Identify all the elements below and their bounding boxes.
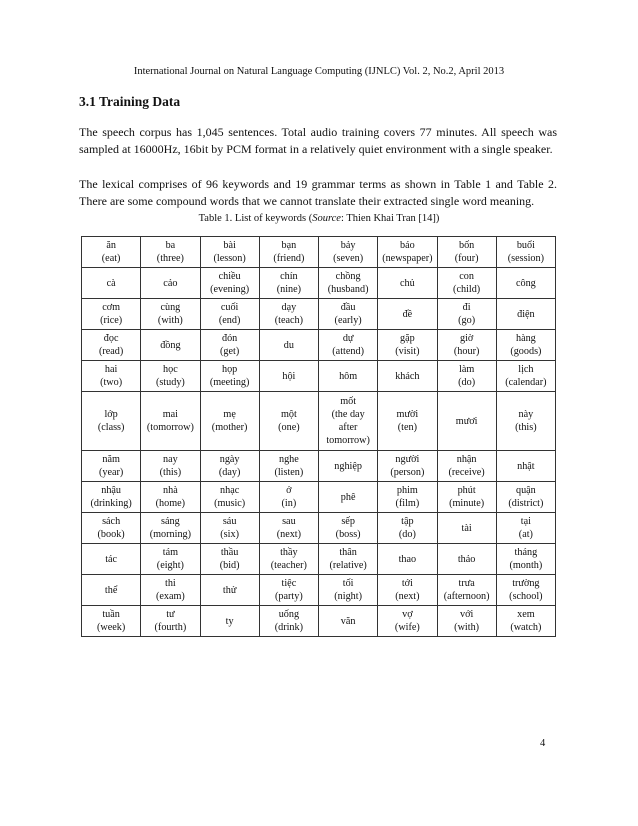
keyword-word: này [518, 409, 534, 420]
keyword-meaning: (party) [275, 591, 303, 602]
keyword-cell [200, 268, 259, 299]
keyword-meaning: (lesson) [213, 253, 246, 264]
keyword-word: bảy [340, 240, 356, 251]
keyword-cell [437, 482, 496, 513]
keyword-cell [82, 544, 141, 575]
keyword-word: tư [166, 609, 175, 620]
keyword-word: dạy [281, 302, 297, 313]
table-row [82, 606, 556, 637]
keyword-word: sáu [222, 516, 237, 527]
keyword-cell [319, 268, 378, 299]
keyword-word: phim [396, 485, 418, 496]
keyword-cell [259, 606, 318, 637]
keyword-word: hai [104, 364, 118, 375]
keyword-word: thao [398, 553, 417, 565]
keyword-cell [82, 575, 141, 606]
keyword-meaning: (do) [458, 377, 476, 388]
keyword-cell [378, 361, 437, 392]
keyword-cell [141, 575, 200, 606]
keyword-cell [259, 299, 318, 330]
keyword-meaning: (go) [458, 315, 476, 326]
keyword-cell [496, 237, 555, 268]
keyword-word: điện [517, 308, 535, 320]
keyword-word: cuối [220, 302, 239, 313]
keyword-cell [200, 575, 259, 606]
keyword-cell [496, 482, 555, 513]
keyword-cell [378, 451, 437, 482]
keyword-word: học [163, 364, 178, 375]
keyword-cell [259, 575, 318, 606]
keyword-word: gặp [400, 333, 415, 344]
keyword-cell [200, 513, 259, 544]
section-title: 3.1 Training Data [79, 94, 181, 109]
keyword-meaning: (school) [509, 591, 543, 602]
keyword-cell [259, 392, 318, 451]
table-row [82, 392, 556, 451]
keyword-cell [200, 237, 259, 268]
keyword-meaning: (night) [334, 591, 362, 602]
keyword-meaning: (music) [214, 498, 246, 509]
keyword-cell [437, 392, 496, 451]
keyword-word: đồng [160, 339, 181, 351]
keyword-cell [319, 606, 378, 637]
keyword-cell [82, 606, 141, 637]
keyword-word: vợ [402, 609, 413, 620]
keyword-word: mươi [455, 415, 478, 427]
keyword-cell [200, 544, 259, 575]
keyword-cell [259, 330, 318, 361]
keyword-meaning: (year) [98, 467, 124, 478]
keyword-cell [259, 451, 318, 482]
keyword-word: văn [340, 615, 356, 627]
keyword-cell [496, 513, 555, 544]
keyword-word: họp [221, 364, 238, 375]
keyword-cell [141, 482, 200, 513]
keyword-cell [437, 513, 496, 544]
keyword-word: nghiệp [334, 460, 362, 472]
keyword-cell [141, 237, 200, 268]
caption-prefix: Table 1. List of keywords ( [198, 213, 313, 224]
keyword-meaning: (husband) [327, 284, 369, 295]
keyword-meaning: (tomorrow) [146, 422, 194, 433]
keyword-meaning: (early) [334, 315, 362, 326]
keyword-cell [437, 606, 496, 637]
keyword-cell [319, 330, 378, 361]
keyword-cell [378, 575, 437, 606]
keyword-cell [378, 482, 437, 513]
keyword-meaning: (calendar) [505, 377, 547, 388]
keyword-meaning: (relative) [329, 560, 367, 571]
keyword-word: tuần [102, 609, 120, 620]
keyword-meaning: (film) [395, 498, 420, 509]
keyword-meaning: (district) [508, 498, 544, 509]
keyword-meaning: (next) [395, 591, 420, 602]
keyword-meaning: (person) [390, 467, 425, 478]
keyword-word: phê [340, 491, 356, 503]
keyword-meaning: (teach) [274, 315, 304, 326]
keyword-word: hội [282, 370, 296, 382]
keyword-word: đầu [340, 302, 356, 313]
keyword-cell [378, 392, 437, 451]
keyword-cell [378, 299, 437, 330]
keyword-cell [141, 392, 200, 451]
keyword-cell [82, 268, 141, 299]
keyword-cell [378, 237, 437, 268]
table-row [82, 451, 556, 482]
keyword-word: giờ [459, 333, 474, 344]
keyword-cell [319, 361, 378, 392]
keyword-word: cảo [163, 277, 178, 289]
keyword-cell [200, 606, 259, 637]
keyword-meaning: (visit) [395, 346, 420, 357]
keyword-cell [141, 544, 200, 575]
keyword-cell [319, 575, 378, 606]
keyword-word: tập [401, 516, 414, 527]
keyword-cell [82, 392, 141, 451]
keyword-meaning: (three) [156, 253, 184, 264]
keyword-word: công [515, 277, 536, 289]
table-row [82, 361, 556, 392]
keyword-meaning: (at) [518, 529, 533, 540]
keyword-cell [319, 513, 378, 544]
keyword-meaning: (eight) [156, 560, 184, 571]
keyword-meaning: (study) [155, 377, 185, 388]
keyword-word: ty [225, 615, 234, 627]
keyword-cell [319, 237, 378, 268]
keyword-word: thể [104, 584, 118, 596]
keyword-cell [259, 544, 318, 575]
keyword-meaning: (receive) [448, 467, 485, 478]
keyword-word: lớp [104, 409, 118, 420]
keyword-word: thảo [457, 553, 476, 565]
keyword-meaning: (do) [398, 529, 416, 540]
keyword-cell [319, 392, 378, 451]
table-row [82, 268, 556, 299]
keyword-cell [200, 392, 259, 451]
keyword-word: thầy [280, 547, 298, 558]
keyword-cell [141, 606, 200, 637]
keyword-table [81, 236, 556, 637]
keyword-cell [82, 361, 141, 392]
keyword-word: mười [396, 409, 419, 420]
keyword-meaning: (exam) [155, 591, 185, 602]
keyword-word: ở [286, 485, 292, 496]
keyword-word: nhậu [101, 485, 122, 496]
keyword-meaning: (end) [218, 315, 241, 326]
keyword-cell [378, 606, 437, 637]
keyword-word: cơm [102, 302, 121, 313]
keyword-word: với [459, 609, 474, 620]
keyword-meaning: (eat) [101, 253, 121, 264]
keyword-cell [496, 544, 555, 575]
keyword-word: con [459, 271, 474, 282]
keyword-cell [141, 451, 200, 482]
keyword-meaning: (six) [220, 529, 239, 540]
keyword-meaning: (nine) [276, 284, 302, 295]
keyword-cell [200, 299, 259, 330]
keyword-word: sau [282, 516, 296, 527]
keyword-word: chín [280, 271, 298, 282]
keyword-meaning: (evening) [210, 284, 250, 295]
keyword-meaning: (month) [509, 560, 543, 571]
keyword-word: hôm [339, 370, 358, 382]
keyword-word: xem [517, 609, 535, 620]
keyword-meaning: (two) [100, 377, 123, 388]
keyword-cell [496, 451, 555, 482]
keyword-cell [437, 451, 496, 482]
keyword-word: đi [462, 302, 471, 313]
keyword-word: du [283, 339, 294, 351]
keyword-word: đề [402, 308, 413, 320]
keyword-meaning: (friend) [273, 253, 305, 264]
keyword-cell [319, 482, 378, 513]
table-row [82, 330, 556, 361]
paragraph-speech-corpus: The speech corpus has 1,045 sentences. Total audio training covers 77 minutes. All speech was sampled at 16000Hz, 16bit by PCM format in a relatively quiet environment with a single speaker. [79, 125, 557, 156]
keyword-word: ăn [106, 240, 116, 251]
keyword-word: trưa [458, 578, 475, 589]
keyword-cell [437, 237, 496, 268]
keyword-cell [82, 482, 141, 513]
keyword-word: sáng [161, 516, 180, 527]
keyword-word: uống [278, 609, 300, 620]
keyword-cell [319, 451, 378, 482]
keyword-meaning: (wife) [394, 622, 420, 633]
keyword-cell [141, 268, 200, 299]
keyword-meaning: (next) [276, 529, 302, 540]
keyword-word: nay [163, 454, 178, 465]
keyword-meaning: (boss) [335, 529, 361, 540]
keyword-meaning: (drinking) [90, 498, 132, 509]
keyword-word: năm [102, 454, 120, 465]
keyword-cell [437, 575, 496, 606]
keyword-meaning: (watch) [510, 622, 542, 633]
keyword-cell [82, 513, 141, 544]
table-caption [0, 213, 638, 224]
keyword-word: buổi [516, 240, 535, 251]
paragraph-lexical: The lexical comprises of 96 keywords and 19 grammar terms as shown in Table 1 and Table 2. There are some compound words that we cannot translate their extracted single word meaning. [79, 177, 557, 208]
keyword-word: tài [461, 522, 472, 534]
keyword-cell [437, 544, 496, 575]
keyword-meaning: (with) [454, 622, 480, 633]
keyword-cell [200, 361, 259, 392]
keyword-meaning: (one) [278, 422, 300, 433]
keyword-meaning: (get) [220, 346, 240, 357]
keyword-cell [200, 330, 259, 361]
keyword-cell [319, 544, 378, 575]
keyword-word: trường [512, 578, 540, 589]
keyword-word: nghe [278, 454, 299, 465]
keyword-meaning: (bid) [219, 560, 240, 571]
keyword-word: bốn [458, 240, 475, 251]
keyword-word: dự [342, 333, 354, 344]
keyword-cell [82, 237, 141, 268]
keyword-cell [496, 268, 555, 299]
keyword-cell [437, 330, 496, 361]
keyword-cell [496, 392, 555, 451]
keyword-word: đón [221, 333, 238, 344]
keyword-cell [496, 330, 555, 361]
keyword-word: ngày [219, 454, 240, 465]
keyword-meaning: (four) [454, 253, 479, 264]
keyword-cell [496, 361, 555, 392]
keyword-word: nhạc [220, 485, 240, 496]
keyword-meaning: (this) [515, 422, 537, 433]
keyword-word: nhà [163, 485, 178, 496]
keyword-meaning: (in) [281, 498, 297, 509]
keyword-cell [437, 299, 496, 330]
keyword-word: khách [395, 370, 420, 382]
keyword-word: cùng [160, 302, 181, 313]
keyword-meaning: (listen) [274, 467, 304, 478]
keyword-meaning: (drink) [274, 622, 304, 633]
keyword-cell [200, 482, 259, 513]
keyword-meaning: (book) [97, 529, 125, 540]
keyword-word: thử [222, 584, 237, 596]
keyword-cell [259, 268, 318, 299]
keyword-meaning: (class) [97, 422, 125, 433]
keyword-meaning: (rice) [100, 315, 123, 326]
keyword-meaning: (read) [98, 346, 124, 357]
keyword-cell [259, 361, 318, 392]
keyword-word: thi [164, 578, 176, 589]
table-row [82, 575, 556, 606]
keyword-meaning: (home) [155, 498, 186, 509]
keyword-cell [141, 361, 200, 392]
keyword-cell [437, 268, 496, 299]
keyword-word: bạn [281, 240, 297, 251]
keyword-word: chủ [400, 277, 415, 289]
keyword-cell [496, 575, 555, 606]
keyword-meaning: (day) [218, 467, 241, 478]
keyword-word: chiều [218, 271, 241, 282]
keyword-cell [378, 513, 437, 544]
keyword-word: quận [515, 485, 536, 496]
table-row [82, 513, 556, 544]
keyword-word: hàng [515, 333, 536, 344]
keyword-cell [200, 451, 259, 482]
keyword-cell [141, 299, 200, 330]
keyword-word: tác [105, 553, 118, 565]
keyword-meaning: (minute) [449, 498, 485, 509]
keyword-word: sếp [341, 516, 355, 527]
caption-suffix: : Thien Khai Tran [14]) [340, 213, 440, 224]
keyword-cell [496, 299, 555, 330]
journal-header: International Journal on Natural Language Computing (IJNLC) Vol. 2, No.2, April 2013 [133, 66, 505, 77]
keyword-cell [319, 299, 378, 330]
table-row [82, 544, 556, 575]
keyword-cell [141, 330, 200, 361]
table-row [82, 237, 556, 268]
keyword-word: mẹ [223, 409, 236, 420]
keyword-meaning: (the day after tomorrow) [326, 409, 370, 446]
keyword-word: tám [162, 547, 179, 558]
keyword-meaning: (attend) [332, 346, 364, 357]
keyword-word: mai [162, 409, 179, 420]
keyword-word: lịch [518, 364, 534, 375]
table-row [82, 299, 556, 330]
keyword-meaning: (with) [157, 315, 183, 326]
keyword-meaning: (morning) [149, 529, 192, 540]
keyword-meaning: (afternoon) [443, 591, 490, 602]
keyword-word: chồng [335, 271, 361, 282]
keyword-word: thân [339, 547, 357, 558]
keyword-word: phút [457, 485, 476, 496]
keyword-word: tối [342, 578, 354, 589]
keyword-word: người [395, 454, 420, 465]
keyword-word: ba [165, 240, 176, 251]
keyword-word: tới [401, 578, 413, 589]
keyword-cell [259, 237, 318, 268]
keyword-meaning: (fourth) [154, 622, 187, 633]
keyword-word: thầu [220, 547, 239, 558]
keyword-cell [259, 513, 318, 544]
keyword-meaning: (goods) [510, 346, 542, 357]
table-row [82, 482, 556, 513]
keyword-word: nhật [517, 460, 535, 472]
keyword-cell [378, 268, 437, 299]
keyword-cell [378, 330, 437, 361]
keyword-cell [82, 330, 141, 361]
keyword-cell [496, 606, 555, 637]
keyword-word: mốt [340, 396, 357, 407]
keyword-meaning: (week) [96, 622, 126, 633]
keyword-cell [82, 299, 141, 330]
keyword-meaning: (mother) [211, 422, 248, 433]
caption-source-word: Source [312, 213, 341, 224]
keyword-cell [378, 544, 437, 575]
keyword-meaning: (teacher) [270, 560, 307, 571]
keyword-word: báo [400, 240, 415, 251]
keyword-cell [259, 482, 318, 513]
page-number: 4 [540, 738, 546, 749]
keyword-meaning: (seven) [333, 253, 364, 264]
keyword-meaning: (newspaper) [382, 253, 433, 264]
keyword-meaning: (meeting) [209, 377, 250, 388]
keyword-word: tại [520, 516, 531, 527]
keyword-cell [437, 361, 496, 392]
keyword-meaning: (ten) [397, 422, 417, 433]
keyword-word: một [280, 409, 297, 420]
keyword-word: sách [102, 516, 121, 527]
keyword-word: cà [106, 277, 116, 289]
keyword-meaning: (session) [507, 253, 544, 264]
keyword-word: tháng [514, 547, 538, 558]
keyword-meaning: (child) [453, 284, 481, 295]
keyword-word: tiệc [281, 578, 297, 589]
keyword-word: nhận [456, 454, 477, 465]
keyword-meaning: (hour) [453, 346, 480, 357]
keyword-word: làm [458, 364, 475, 375]
keyword-cell [82, 451, 141, 482]
keyword-word: đọc [103, 333, 119, 344]
keyword-cell [141, 513, 200, 544]
keyword-meaning: (this) [159, 467, 182, 478]
keyword-word: bài [223, 240, 236, 251]
